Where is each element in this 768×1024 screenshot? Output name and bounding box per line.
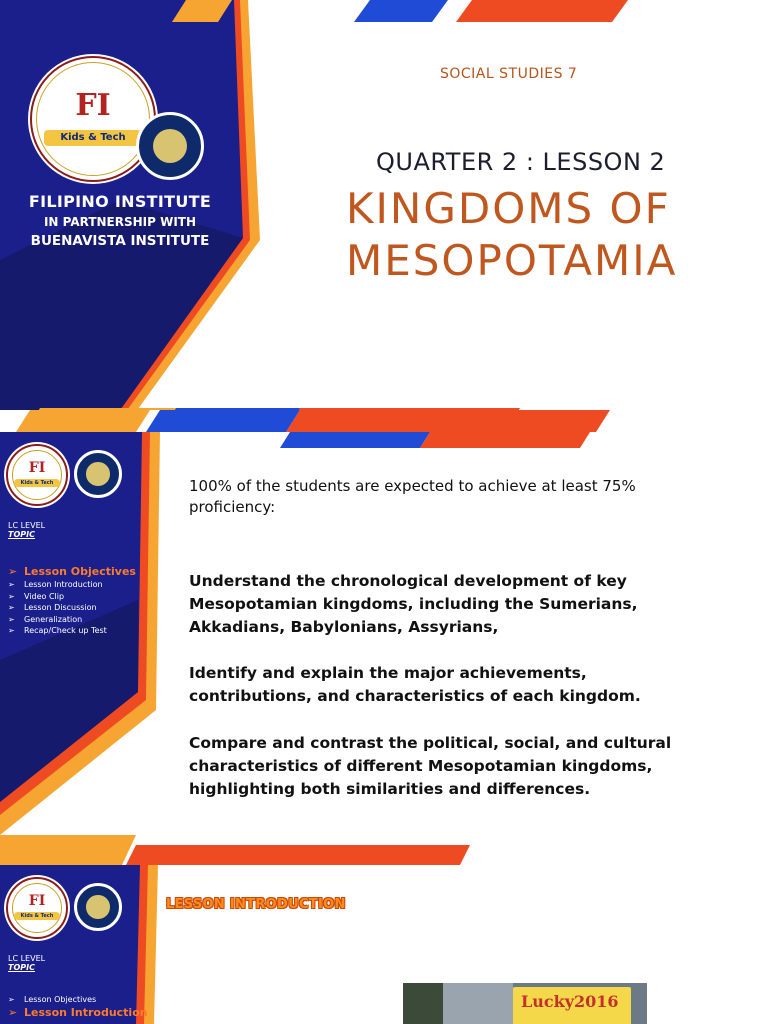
objective-3: Compare and contrast the political, social, and cultural characteristics of different Mesopotamian kingdoms, highlighting both similarities and differences.: [189, 734, 672, 798]
brand-line-3: BUENAVISTA INSTITUTE: [30, 233, 210, 249]
nav-item-video-clip[interactable]: ➢ Video Clip: [8, 591, 65, 601]
lesson-nav-list: [8, 994, 148, 1020]
arrow-right-icon: ➢: [8, 1005, 18, 1019]
arrow-right-icon: ➢: [8, 565, 18, 578]
topic-link[interactable]: TOPIC: [8, 963, 35, 972]
filipino-institute-logo-small: FI Kids & Tech: [6, 877, 68, 939]
arrow-right-icon: ➢: [8, 591, 15, 601]
nav-item-generalization[interactable]: ➢ Generalization: [8, 614, 83, 624]
arrow-right-icon: ➢: [8, 614, 15, 624]
lc-level-label: LC LEVEL: [8, 954, 46, 963]
brand-line-1: FILIPINO INSTITUTE: [28, 192, 212, 211]
subject-label: SOCIAL STUDIES 7: [440, 66, 578, 82]
objectives-slide: [0, 410, 768, 835]
buenavista-institute-logo-small: [74, 883, 122, 931]
introduction-slide: [0, 835, 768, 1024]
lesson-nav: [8, 521, 138, 637]
buenavista-institute-logo: [136, 112, 204, 180]
lesson-nav: [8, 954, 148, 1020]
photo-sign-text: Lucky2016: [513, 987, 631, 1024]
title-slide: [0, 0, 768, 420]
lesson-title-line-2: MESOPOTAMIA: [346, 236, 678, 285]
lesson-nav-list: [8, 565, 138, 637]
nav-item-lesson-introduction[interactable]: ➢ Lesson Introduction: [8, 1005, 148, 1019]
topic-link[interactable]: TOPIC: [8, 530, 35, 539]
lesson-title-line-1: KINGDOMS OF: [346, 184, 671, 233]
nav-item-lesson-objectives[interactable]: ➢ Lesson Objectives: [8, 565, 136, 578]
objective-1: Understand the chronological development of key Mesopotamian kingdoms, including the Sumerians, Akkadians, Babylonians, Assyrians,: [189, 572, 638, 636]
brand-line-2: IN PARTNERSHIP WITH: [43, 215, 197, 229]
storefront-photo: [403, 983, 647, 1024]
nav-item-lesson-introduction[interactable]: ➢ Lesson Introduction: [8, 580, 103, 589]
arrow-right-icon: ➢: [8, 580, 15, 589]
arrow-right-icon: ➢: [8, 995, 15, 1004]
filipino-institute-logo: FI Kids & Tech: [30, 56, 156, 182]
arrow-right-icon: ➢: [8, 626, 15, 635]
lesson-title: [346, 183, 686, 287]
nav-item-lesson-objectives[interactable]: ➢ Lesson Objectives: [8, 995, 97, 1004]
arrow-right-icon: ➢: [8, 603, 15, 612]
proficiency-statement: 100% of the students are expected to achieve at least 75% proficiency:: [189, 477, 636, 516]
quarter-lesson-label: QUARTER 2 : LESSON 2: [376, 148, 666, 176]
institution-branding: [20, 192, 220, 249]
section-heading: LESSON INTRODUCTION: [166, 897, 346, 912]
filipino-institute-logo-small: FI Kids & Tech: [6, 444, 68, 506]
nav-item-lesson-discussion[interactable]: ➢ Lesson Discussion: [8, 603, 97, 612]
lc-level-label: LC LEVEL: [8, 521, 46, 530]
objective-2: Identify and explain the major achievements, contributions, and characteristics of each kingdom.: [189, 664, 641, 705]
nav-item-recap-test[interactable]: ➢ Recap/Check up Test: [8, 626, 107, 635]
buenavista-institute-logo-small: [74, 450, 122, 498]
